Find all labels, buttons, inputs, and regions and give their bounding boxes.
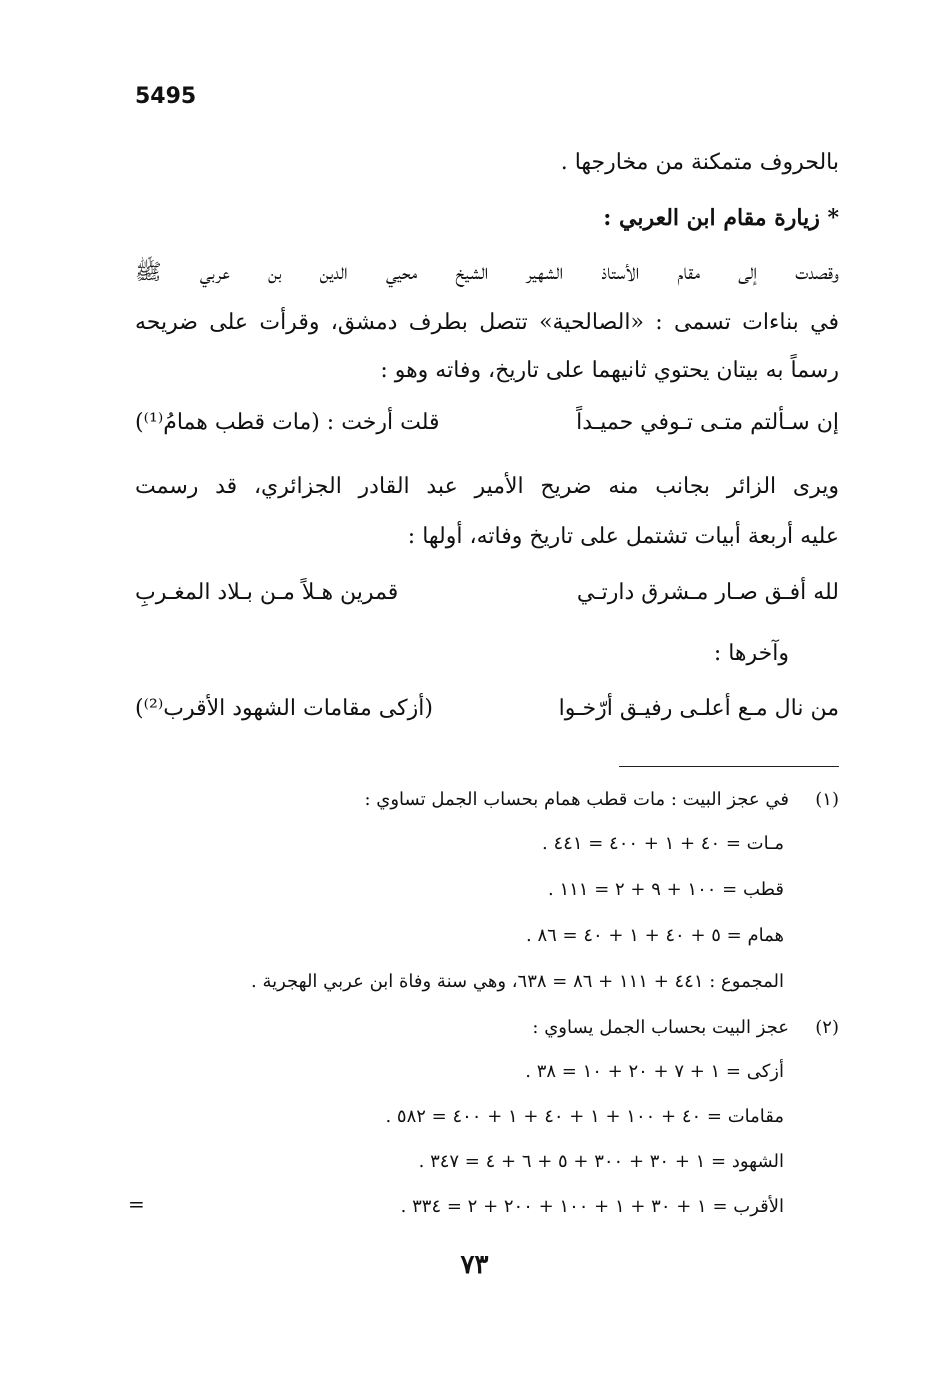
footnote-1-number: (١) bbox=[815, 789, 839, 810]
footnote-2-line-1: أزكى = ١ + ٧ + ٢٠ + ١٠ = ٣٨ . bbox=[525, 1061, 784, 1082]
footnote-1-title: في عجز البيت : مات قطب همام بحساب الجمل تساوي : bbox=[364, 789, 789, 810]
footnote-2-line-2: مقامات = ٤٠ + ١٠٠ + ١ + ٤٠ + ١ + ٤٠٠ = ٥٨٢ . bbox=[385, 1106, 784, 1127]
body-line-1: بالحروف متمكنة من مخارجها . bbox=[560, 150, 839, 175]
footnote-separator bbox=[619, 766, 839, 767]
verse-1-first-hemistich: إن سـألتم متـى تـوفي حميـداً bbox=[576, 410, 839, 435]
verse-1-second-hemistich: قلت أرخت : (مات قطب همامُ⁽¹⁾) bbox=[135, 410, 440, 435]
continuation-mark: = bbox=[128, 1192, 145, 1216]
body-line-3: في بناءات تسمى : «الصالحية» تتصل بطرف دمشق، وقرأت على ضريحه bbox=[135, 310, 839, 335]
body-line-7: وآخرها : bbox=[713, 641, 789, 666]
verse-3-first-hemistich: من نال مـع أعلـى رفيـق أرّخـوا bbox=[558, 696, 839, 721]
page-number: ٧٣ bbox=[460, 1250, 489, 1280]
body-line-5: ويرى الزائر بجانب منه ضريح الأمير عبد القادر الجزائري، قد رسمت bbox=[135, 474, 840, 499]
verse-2-first-hemistich: لله أفـق صـار مـشرق دارتـي bbox=[576, 580, 839, 605]
body-line-4: رسماً به بيتان يحتوي ثانيهما على تاريخ، وفاته وهو : bbox=[380, 358, 839, 383]
footnote-1-line-3: همام = ٥ + ٤٠ + ١ + ٤٠ = ٨٦ . bbox=[525, 925, 784, 946]
verse-3-second-hemistich: (أزكى مقامات الشهود الأقرب⁽²⁾) bbox=[135, 696, 433, 721]
verse-3 bbox=[135, 696, 839, 732]
section-heading: * زيارة مقام ابن العربي : bbox=[603, 205, 839, 231]
footnote-2-number: (٢) bbox=[815, 1017, 839, 1038]
footnote-2-title: عجز البيت بحساب الجمل يساوي : bbox=[532, 1017, 789, 1038]
footnote-2-line-3: الشهود = ١ + ٣٠ + ٣٠٠ + ٥ + ٦ + ٤ = ٣٤٧ . bbox=[418, 1151, 784, 1172]
verse-2 bbox=[135, 580, 839, 616]
footnote-2-line-4: الأقرب = ١ + ٣٠ + ١ + ١٠٠ + ٢٠٠ + ٢ = ٣٣٤ . bbox=[400, 1196, 784, 1217]
verse-1 bbox=[135, 410, 839, 446]
body-line-2: وقصدت إلى مقام الأستاذ الشهير الشيخ محيي الدين بن عربي ﷺ bbox=[135, 260, 839, 285]
body-line-6: عليه أربعة أبيات تشتمل على تاريخ وفاته، أولها : bbox=[407, 524, 839, 549]
footnote-1-line-4: المجموع : ٤٤١ + ١١١ + ٨٦ = ٦٣٨، وهي سنة وفاة ابن عربي الهجرية . bbox=[251, 971, 784, 992]
footnote-1-line-2: قطب = ١٠٠ + ٩ + ٢ = ١١١ . bbox=[548, 879, 784, 900]
footnote-1-line-1: مـات = ٤٠ + ١ + ٤٠٠ = ٤٤١ . bbox=[542, 833, 784, 854]
page-code: 5495 bbox=[135, 84, 197, 109]
verse-2-second-hemistich: قمرين هـلاً مـن بـلاد المغـربِ bbox=[135, 580, 399, 605]
